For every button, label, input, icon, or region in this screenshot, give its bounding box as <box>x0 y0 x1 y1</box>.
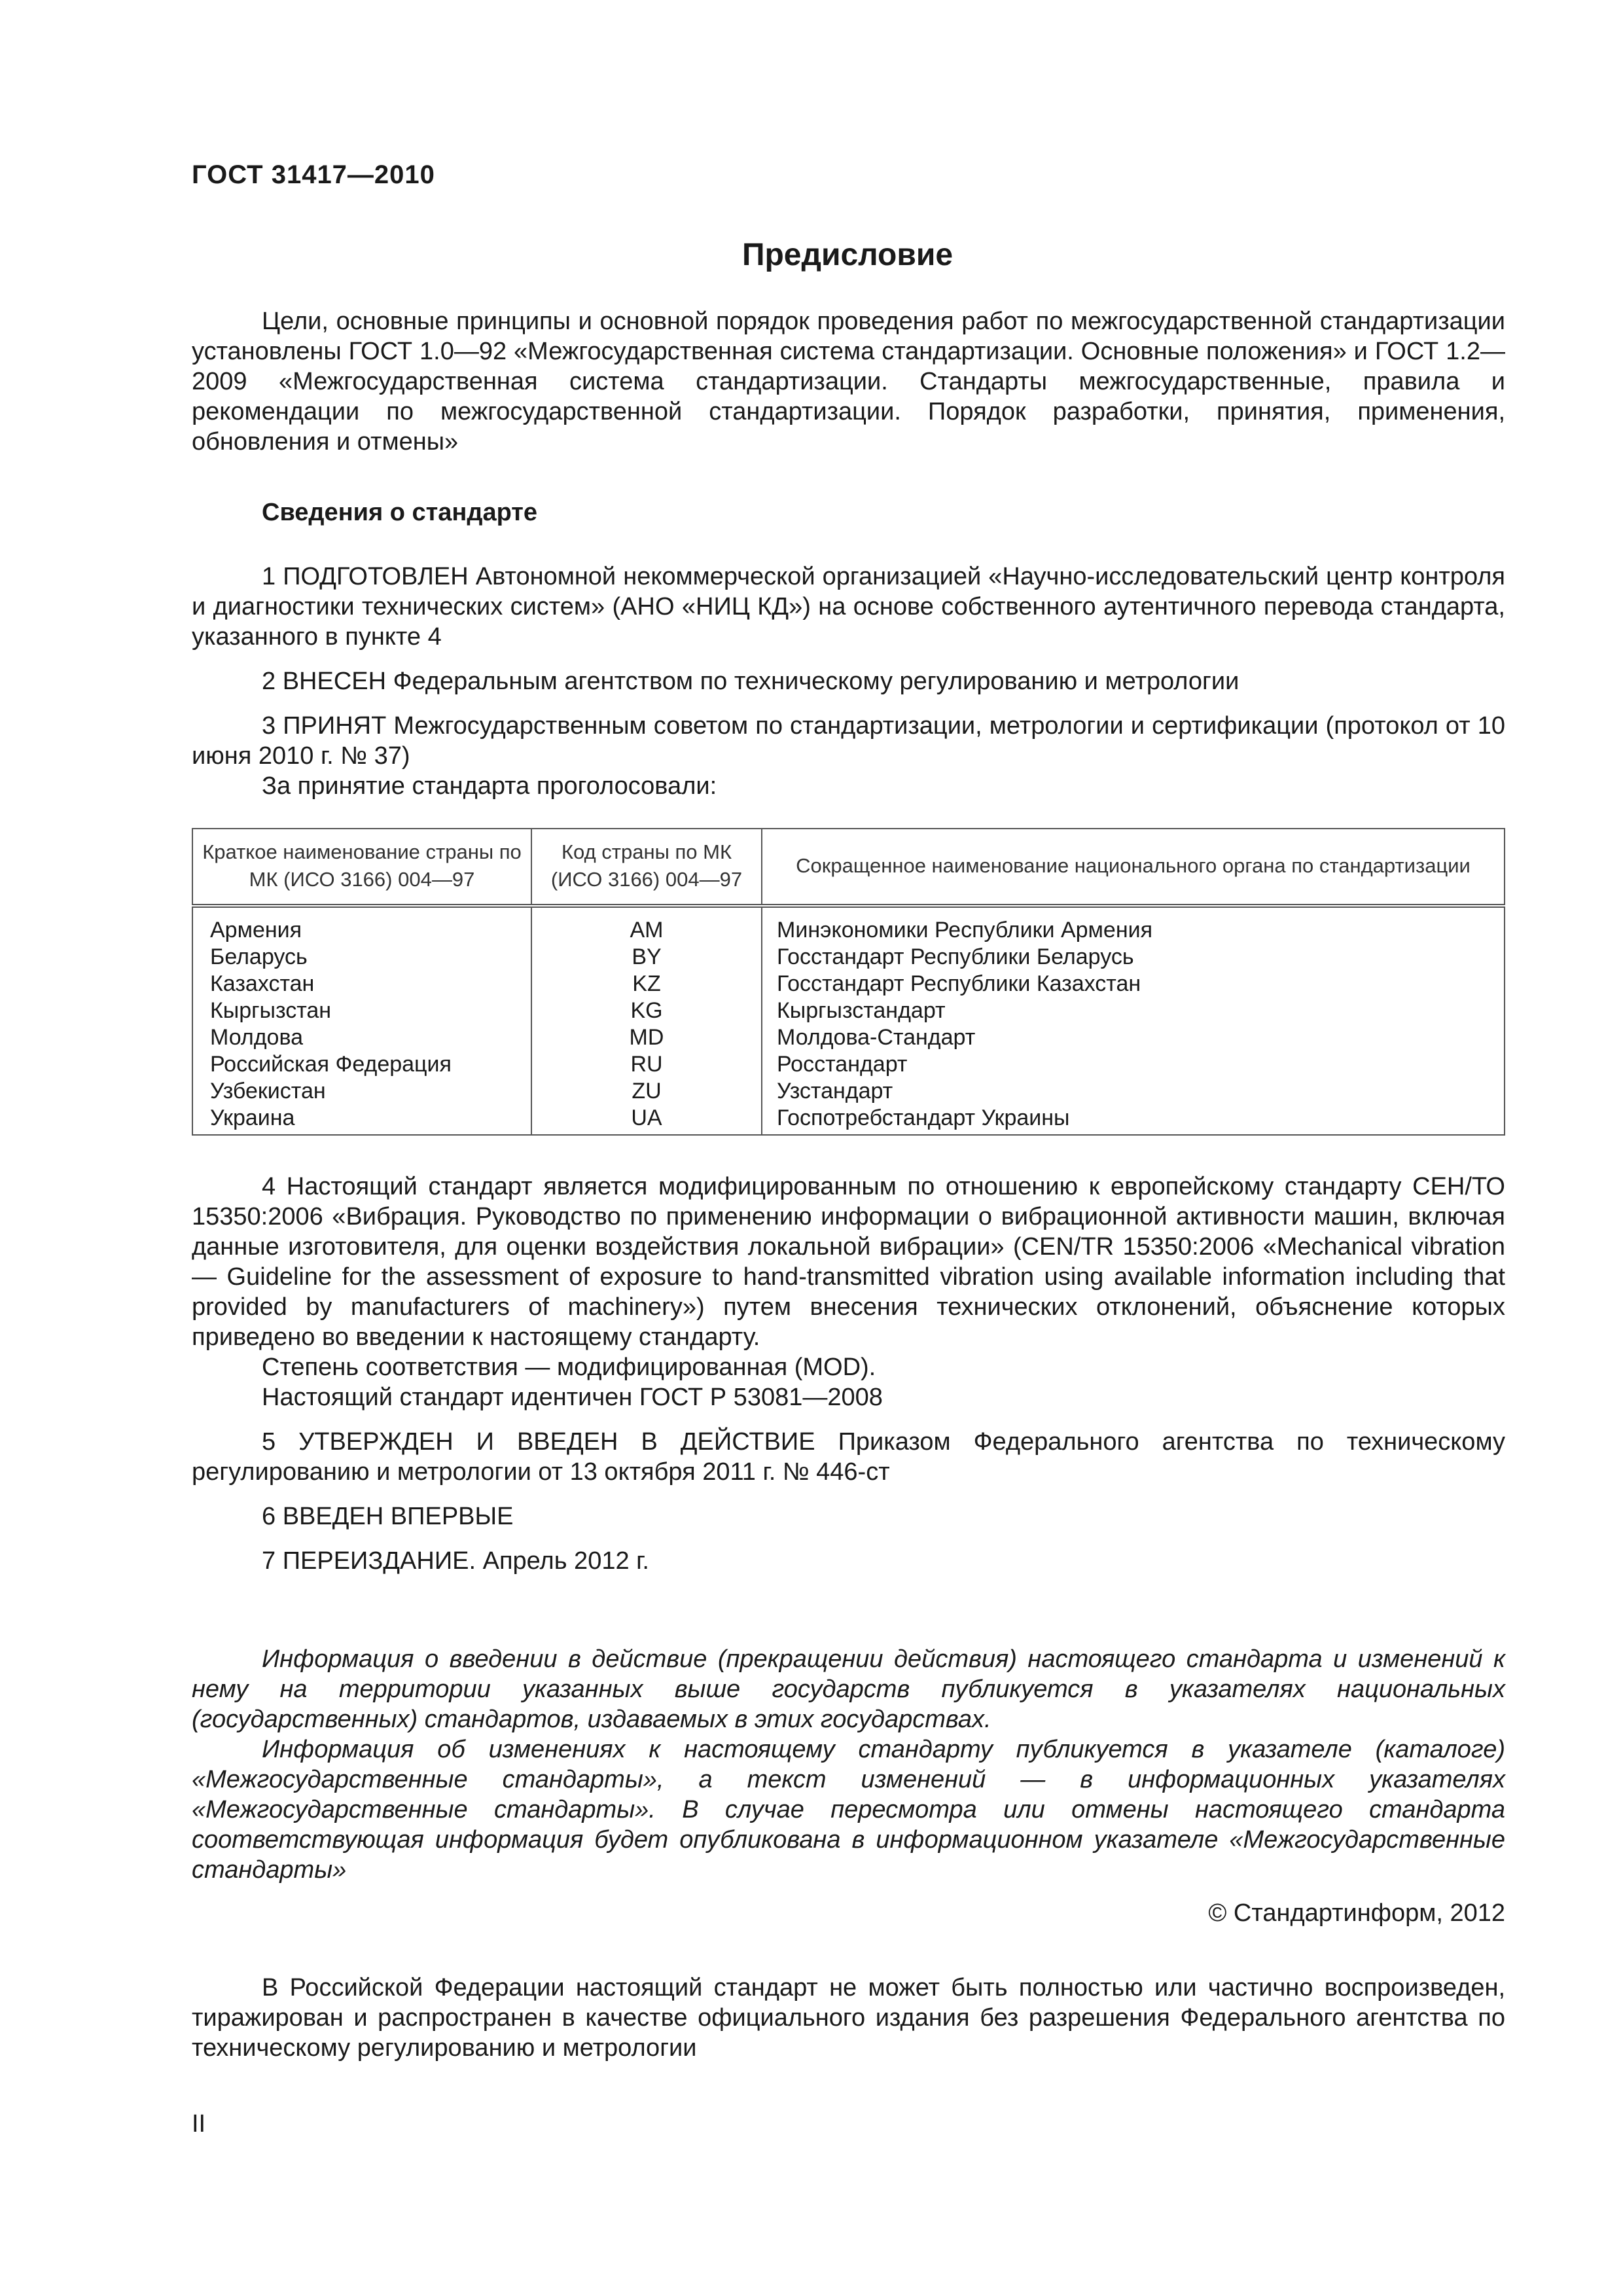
country-cell: Молдова <box>192 1024 531 1051</box>
table-row <box>192 906 1505 944</box>
intro-section <box>192 306 1505 457</box>
country-cell: Казахстан <box>192 971 531 997</box>
body-cell: Молдова-Стандарт <box>762 1024 1505 1051</box>
notices-section <box>192 1644 1505 1885</box>
column-header-code: Код страны по МК (ИСО 3166) 004—97 <box>531 829 762 906</box>
item-approved: 5 УТВЕРЖДЕН И ВВЕДЕН В ДЕЙСТВИЕ Приказом Федерального агентства по техническому регулированию и метрологии от 13 октября 2011 г. № 446-ст <box>192 1428 1505 1486</box>
voting-countries-table <box>192 828 1505 1136</box>
section-heading: Сведения о стандарте <box>262 499 538 526</box>
column-header-body: Сокращенное наименование национального органа по стандартизации <box>762 829 1505 906</box>
page-title: Предисловие <box>741 238 954 272</box>
item-prepared: 1 ПОДГОТОВЛЕН Автономной некоммерческой организацией «Научно-исследовательский центр контроля и диагностики технических систем» (АНО «НИЦ КД») на основе собственного аутентичного перевода стандарта, указанного в пункте 4 <box>192 563 1505 651</box>
page-number: II <box>192 2110 206 2138</box>
copyright-notice: © Стандартинформ, 2012 <box>1208 1899 1505 1927</box>
notice-introduction: Информация о введении в действие (прекращении действия) настоящего стандарта и изменений к нему на территории указанных выше государств публикуется в указателях национальных (государственных) стандартов, издаваемых в этих государствах. <box>192 1645 1505 1733</box>
country-cell: Узбекистан <box>192 1078 531 1105</box>
body-cell: Госстандарт Республики Казахстан <box>762 971 1505 997</box>
code-cell: KG <box>531 997 762 1024</box>
vote-caption: За принятие стандарта проголосовали: <box>262 772 717 800</box>
code-cell: RU <box>531 1051 762 1078</box>
country-cell: Российская Федерация <box>192 1051 531 1078</box>
table-row <box>192 997 1505 1024</box>
table-row <box>192 1078 1505 1105</box>
body-cell: Минэкономики Республики Армения <box>762 906 1505 944</box>
country-cell: Армения <box>192 906 531 944</box>
standard-info-items-continued <box>192 1172 1505 1576</box>
country-cell: Беларусь <box>192 944 531 971</box>
code-cell: MD <box>531 1024 762 1051</box>
table-row <box>192 1105 1505 1135</box>
country-cell: Украина <box>192 1105 531 1135</box>
country-cell: Кыргызстан <box>192 997 531 1024</box>
restriction-section <box>192 1973 1505 2063</box>
body-cell: Кыргызстандарт <box>762 997 1505 1024</box>
item-identical: Настоящий стандарт идентичен ГОСТ Р 53081—2008 <box>262 1384 883 1411</box>
code-cell: UA <box>531 1105 762 1135</box>
body-cell: Росстандарт <box>762 1051 1505 1078</box>
table-row <box>192 1024 1505 1051</box>
table-header-row <box>192 829 1505 906</box>
code-cell: BY <box>531 944 762 971</box>
item-introduced: 2 ВНЕСЕН Федеральным агентством по техническому регулированию и метрологии <box>262 668 1240 695</box>
code-cell: KZ <box>531 971 762 997</box>
standard-info-heading <box>192 497 1505 528</box>
intro-paragraph: Цели, основные принципы и основной порядок проведения работ по межгосударственной стандартизации установлены ГОСТ 1.0—92 «Межгосударственная система стандартизации. Основные положения» и ГОСТ 1.2—2009 «Межгосударственная система стандартизации. Стандарты межгосударственные, правила и рекомендации по межгосударственной стандартизации. Порядок разработки, принятия, применения, обновления и отмены» <box>192 308 1505 456</box>
body-cell: Узстандарт <box>762 1078 1505 1105</box>
code-cell: ZU <box>531 1078 762 1105</box>
table-row <box>192 1051 1505 1078</box>
item-modification: 4 Настоящий стандарт является модифицированным по отношению к европейскому стандарту СЕН/ТО 15350:2006 «Вибрация. Руководство по применению информации о вибрационной активности машин, включая данные изготовителя, для оценки воздействия локальной вибрации» (CEN/TR 15350:2006 «Mechanical vibration — Guideline for the assessment of exposure to hand-transmitted vibration using available information including that provided by manufacturers of machinery») путем внесения технических отклонений, объяснение которых приведено во введении к настоящему стандарту. <box>192 1173 1505 1351</box>
table-row <box>192 971 1505 997</box>
restriction-paragraph: В Российской Федерации настоящий стандарт не может быть полностью или частично воспроизведен, тиражирован и распространен в качестве официального издания без разрешения Федерального агентства по техническому регулированию и метрологии <box>192 1974 1505 2062</box>
column-header-country: Краткое наименование страны по МК (ИСО 3166) 004—97 <box>192 829 531 906</box>
item-adopted: 3 ПРИНЯТ Межгосударственным советом по стандартизации, метрологии и сертификации (протокол от 10 июня 2010 г. № 37) <box>192 712 1505 770</box>
item-degree: Степень соответствия — модифицированная (MOD). <box>262 1354 876 1381</box>
code-cell: AM <box>531 906 762 944</box>
standard-info-items <box>192 562 1505 801</box>
notice-changes: Информация об изменениях к настоящему стандарту публикуется в указателе (каталоге) «Межгосударственные стандарты», а текст изменений — в информационных указателях «Межгосударственные стандарты». В случае пересмотра или отмены настоящего стандарта соответствующая информация будет опубликована в информационном указателе «Межгосударственные стандарты» <box>192 1736 1505 1884</box>
item-first-introduced: 6 ВВЕДЕН ВПЕРВЫЕ <box>262 1503 514 1530</box>
document-id: ГОСТ 31417—2010 <box>192 160 435 189</box>
body-cell: Госстандарт Республики Беларусь <box>762 944 1505 971</box>
table-row <box>192 944 1505 971</box>
body-cell: Госпотребстандарт Украины <box>762 1105 1505 1135</box>
item-reissue: 7 ПЕРЕИЗДАНИЕ. Апрель 2012 г. <box>262 1547 649 1575</box>
